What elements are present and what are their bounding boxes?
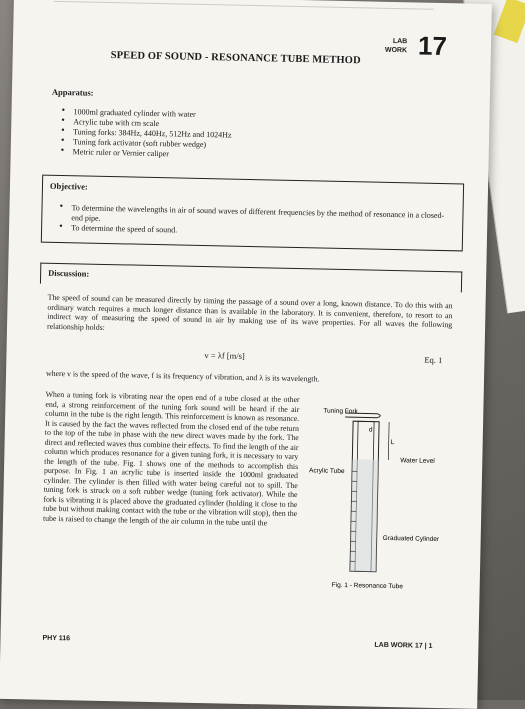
top-strip (54, 1, 434, 22)
water (350, 459, 378, 572)
list-item: • Acrylic tube with cm scale (59, 117, 359, 133)
discussion-paragraph-3: When a tuning fork is vibrating near the open end of a tube closed at the other end, a strong reinforcement of the tuning fork sound will be heard if the air column in the tube is the right length. This reinforcement is known as resonance. It is caused by the fact the waves reflected from the closed end of the tube return to the top of the tube in phase with the new direct waves made by the fork. The direct and reflected waves thus combine their effects. To find the length of the air column which produces resonance for a given tuning fork, it is necessary to vary the length of the tube. Fig. 1 shows one of the methods to accomplish this purpose. In Fig. 1 an acrylic tube is inserted inside the 1000ml graduated cylinder. The cylinder is then filled with water being careful not to spill. The tuning fork is struck on a soft rubber wedge (tuning fork activator). While the fork is vibrating it is placed above the graduated cylinder (holding it close to the tube but without making contact with the tube or the vibration will stop), then the tube is raised to change the length of the air column in the tube until the (43, 390, 300, 528)
list-item: • Tuning forks: 384Hz, 440Hz, 512Hz and 1024Hz (59, 127, 359, 143)
list-item: • Metric ruler or Vernier caliper (59, 147, 359, 163)
lab-number: 17 (418, 30, 448, 62)
list-item: • To determine the speed of sound. (57, 223, 449, 241)
length-marker (388, 422, 389, 460)
discussion-box (40, 263, 462, 293)
footer-course: PHY 116 (42, 635, 70, 643)
label-L: L (391, 439, 395, 446)
label-tuning-fork: Tuning Fork (323, 408, 358, 416)
discussion-paragraph-1: The speed of sound can be measured directly by timing the passage of a sound over a long, known distance. To do this with an ordinary watch requires a much longer distance than is available in the laboratory. It is convenient, therefore, to resort to an indirect way of measuring the speed of sound in air by making use of its wave properties. For all waves the following relationship holds: (47, 293, 453, 339)
apparatus-list (59, 107, 360, 163)
label-acrylic-tube: Acrylic Tube (309, 467, 345, 475)
list-item: • To determine the wavelengths in air of sound waves of different frequencies by the method of resonance in a closed-end pipe. (57, 203, 449, 231)
list-item: • Tuning fork activator (soft rubber wedge) (59, 137, 359, 153)
objective-heading: Objective: (50, 181, 88, 192)
discussion-heading: Discussion: (48, 268, 89, 279)
figure-caption: Fig. 1 - Resonance Tube (332, 582, 404, 590)
apparatus-heading: Apparatus: (52, 87, 94, 98)
label-d: d (369, 427, 373, 434)
list-item: • 1000ml graduated cylinder with water (59, 107, 359, 123)
footer-page: LAB WORK 17 | 1 (374, 642, 432, 650)
equation: v = λf [m/s] (204, 350, 245, 361)
equation-label: Eq. 1 (424, 355, 442, 365)
page-title: SPEED OF SOUND - RESONANCE TUBE METHOD (111, 50, 361, 66)
lab-work-label: LAB WORK (385, 37, 408, 55)
resonance-tube-figure (301, 400, 455, 613)
label-graduated-cylinder: Graduated Cylinder (383, 535, 440, 543)
discussion-paragraph-2: where v is the speed of the wave, f is its frequency of vibration, and λ is its wavelength. (46, 369, 451, 387)
label-water-level: Water Level (400, 457, 435, 465)
